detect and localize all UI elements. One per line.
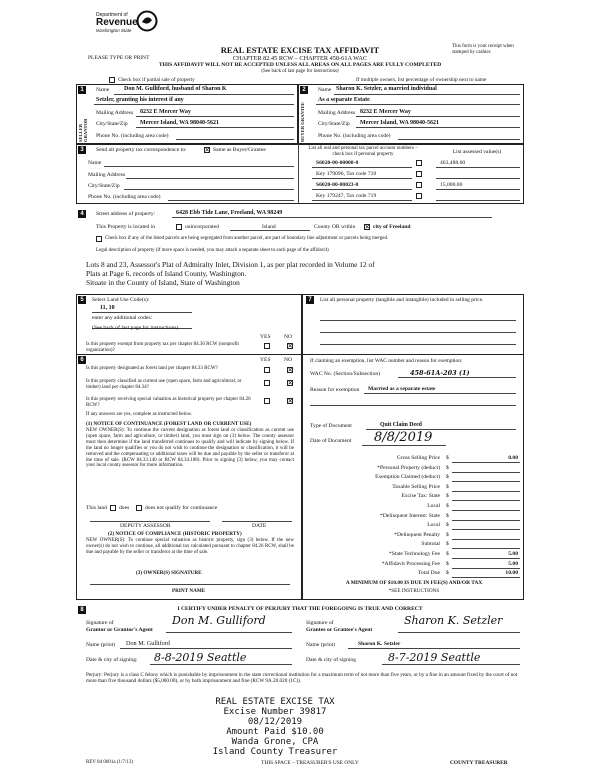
form-title: REAL ESTATE EXCISE TAX AFFIDAVIT xyxy=(220,45,380,55)
form-subtitle: CHAPTER 82.45 RCW – CHAPTER 458-61A WAC xyxy=(232,55,368,62)
buyer-mailing-label: Mailing Address xyxy=(318,110,356,116)
see-back-note: (See back of last page for instructions) xyxy=(261,69,339,74)
parcel-row-1-checkbox[interactable] xyxy=(416,171,422,177)
deputy-date-label: DATE xyxy=(252,523,267,529)
calc-currency: $ xyxy=(446,570,449,577)
legal-line-3: Situate in the County of Island, State of Washington xyxy=(86,278,240,287)
current-use-no-checkbox[interactable] xyxy=(287,380,293,386)
exempt-no-checkbox[interactable] xyxy=(287,343,293,349)
calc-label: Local xyxy=(427,522,440,529)
calc-currency: $ xyxy=(446,464,449,471)
assessed-header: List assessed value(s) xyxy=(452,149,502,155)
buyer-phone-label: Phone No. (including area code) xyxy=(318,133,391,139)
land-does-label: does xyxy=(119,505,130,511)
section-8-number: 8 xyxy=(78,606,86,614)
reason-label: Reason for exemption xyxy=(310,387,360,393)
notice-2-text: NEW OWNER(S): To continue special valuation as historic property, sign (3) below. If the new owner(s) do not wish to continue, all additional tax calculated pursuant to chapter 84.26 RCW, shall be due and payable by the seller or transferor at the time of sale. xyxy=(86,538,294,555)
calc-currency: $ xyxy=(446,483,449,490)
calc-currency: $ xyxy=(446,531,449,538)
calc-currency: $ xyxy=(446,474,449,481)
buyer-city: Mercer Island, WA 98040-5621 xyxy=(360,120,439,126)
wac-value: 458-61A-203 (1) xyxy=(410,369,470,377)
grantee-signature: Sharon K. Setzler xyxy=(404,614,503,627)
section-7-number: 7 xyxy=(306,296,314,304)
section-5-number: 5 xyxy=(78,296,86,304)
legal-line-2: Plats at Page 6, records of Island County, Washington. xyxy=(86,269,247,278)
calc-label: Excise Tax: State xyxy=(401,493,440,500)
this-land-label: This land xyxy=(86,505,107,511)
seller-side-label: SELLER GRANTOR xyxy=(78,118,88,142)
county-value: Island xyxy=(262,224,276,230)
calc-label: Total Due xyxy=(417,570,440,577)
seller-city-label: City/State/Zip xyxy=(96,121,128,127)
corr-phone-label: Phone No. (including area code) xyxy=(88,194,161,200)
exemption-intro: If claiming an exemption, list WAC number and reason for exemption: xyxy=(310,358,463,364)
yes-header-6: YES xyxy=(260,357,271,363)
located-in-label: This Property is located in xyxy=(96,224,156,230)
personal-property-label: List all personal property (tangible and intangible) included in selling price. xyxy=(320,297,484,303)
legal-line-1: Lots 8 and 23, Assessor's Plat of Admiralty Inlet, Division 1, as per plat recorded in Volume 12 of xyxy=(86,260,375,269)
stamp-line-1: REAL ESTATE EXCISE TAX xyxy=(215,697,335,707)
parcel-row-2: S6020-00-00023-0 xyxy=(316,182,359,188)
historic-no-checkbox[interactable] xyxy=(287,398,293,404)
parcel-row-1: Key 179096, Tax code 710 xyxy=(316,171,377,177)
county-treasurer-label: COUNTY TREASURER xyxy=(450,760,508,766)
form-warning: THIS AFFIDAVIT WILL NOT BE ACCEPTED UNLESS ALL AREAS ON ALL PAGES ARE FULLY COMPLETED xyxy=(158,62,442,68)
minimum-due-note: A MINIMUM OF $10.00 IS DUE IN FEE(S) AND/OR TAX xyxy=(345,580,483,586)
partial-sale-checkbox[interactable] xyxy=(109,77,115,83)
stamp-line-2: Excise Number 39817 xyxy=(223,707,327,717)
seller-mailing: 8232 E Mercer Way xyxy=(140,109,191,115)
calc-value: 10.00 xyxy=(505,570,518,577)
logo-state-text: Washington State xyxy=(96,28,132,33)
calc-value: 5.00 xyxy=(508,560,518,567)
parcel-row-0-checkbox[interactable] xyxy=(416,160,422,166)
parcel-value-0: 463,488.00 xyxy=(440,160,466,166)
section-2-number: 2 xyxy=(300,86,308,94)
stamp-line-3: 08/12/2019 xyxy=(247,717,303,727)
parcel-row-2-checkbox[interactable] xyxy=(416,182,422,188)
partial-sale-label: Check box if partial sale of property xyxy=(118,77,195,83)
grantor-date: 8-8-2019 Seattle xyxy=(154,651,247,664)
corr-mailing-label: Mailing Address xyxy=(88,172,126,178)
stamp-line-6: Island County Treasurer xyxy=(212,747,338,757)
grantee-name: Sharon K. Setzler xyxy=(358,641,401,647)
calc-label: Taxable Selling Price xyxy=(392,483,440,490)
treasurer-stamp xyxy=(180,697,370,757)
seller-city: Mercer Island, WA 98040-5621 xyxy=(140,120,219,126)
segregated-checkbox[interactable] xyxy=(96,236,102,242)
no-header-6: NO xyxy=(284,357,293,363)
city-of-value: city of Freeland xyxy=(373,224,411,230)
doc-type-value: Quit Claim Deed xyxy=(380,422,422,428)
forest-no-checkbox[interactable] xyxy=(287,367,293,373)
parcel-row-3: Key 179247, Tax code 719 xyxy=(316,193,377,199)
calc-currency: $ xyxy=(446,522,449,529)
parcel-value-2: 15,000.00 xyxy=(440,182,463,188)
logo-revenue-text: Revenue xyxy=(96,17,138,28)
current-use-yes-checkbox[interactable] xyxy=(264,380,270,386)
buyer-name: Sharon K. Setzler, a married individual xyxy=(336,86,437,92)
unincorporated-checkbox[interactable] xyxy=(176,224,182,230)
grantee-date-label: Date & city of signing xyxy=(306,657,357,663)
correspondence-label: Send all property tax correspondence to: xyxy=(96,147,187,153)
calc-value: 5.00 xyxy=(508,551,518,557)
calc-label: Subtotal xyxy=(421,541,440,548)
buyer-mailing: 8232 E Mercer Way xyxy=(360,109,411,115)
certify-statement: I CERTIFY UNDER PENALTY OF PERJURY THAT THE FOREGOING IS TRUE AND CORRECT xyxy=(177,606,423,612)
dor-logo xyxy=(96,12,160,42)
calc-currency: $ xyxy=(446,493,449,500)
calc-label: *Personal Property (deduct) xyxy=(377,464,440,471)
exempt-question: Is this property exempt from property tax per chapter 84.36 RCW (nonprofit organization)? xyxy=(86,342,239,353)
notice-1-text: NEW OWNER(S): To continue the current designation as forest land or classification as current use (open space, farm and agriculture, or timber) land, you must sign on (3) below. The county assessor must then determine if the land transferred continues to qualify and will indicate by signing below. If the land no longer qualifies or you do not wish to continue the designation or classification, it will be removed and the compensating or additional taxes will be due and payable by the seller or transferor at the time of sale. (RCW 84.33.140 or RCW 84.34.108). Prior to signing (3) below, you may contact your local county assessor for more information. xyxy=(86,428,294,469)
notice-2-title: (2) NOTICE OF COMPLIANCE (HISTORIC PROPERTY) xyxy=(108,531,242,537)
section-4-number: 4 xyxy=(78,210,86,218)
doc-type-label: Type of Document xyxy=(310,423,352,429)
forest-yes-checkbox[interactable] xyxy=(264,367,270,373)
legal-description-label: Legal description of property (if more space is needed, you may attach a separate sheet to each page of the affidavit) xyxy=(96,248,329,253)
grantee-sig-label-1: Signature of xyxy=(306,620,334,626)
calc-label: Local xyxy=(427,503,440,509)
county-or-label: County OR within xyxy=(314,224,356,230)
within-city-checkbox[interactable] xyxy=(364,224,370,230)
multiple-owners-note: If multiple owners, list percentage of ownership next to name xyxy=(356,77,487,83)
see-instructions-note: *SEE INSTRUCTIONS xyxy=(388,588,440,594)
buyer-name-continued: As a separate Estate xyxy=(318,97,370,103)
logo-department-text: Department of xyxy=(96,12,128,18)
calc-label: Gross Selling Price xyxy=(396,455,440,461)
unincorporated-label: unincorporated xyxy=(185,224,219,230)
buyer-city-label: City/State/Zip xyxy=(318,121,350,127)
deputy-assessor-label: DEPUTY ASSESSOR xyxy=(120,523,171,529)
doc-date-value: 8/8/2019 xyxy=(374,430,433,445)
calc-label: Exemption Claimed (deduct) xyxy=(375,474,440,481)
same-as-buyer-label: Same as Buyer/Grantee xyxy=(213,147,266,153)
no-header-5: NO xyxy=(284,334,293,340)
street-value: 6428 Ebb Tide Lane, Freeland, WA 98249 xyxy=(176,210,283,216)
print-name-label: PRINT NAME xyxy=(172,588,206,594)
owner-signature-label: (3) OWNER(S) SIGNATURE xyxy=(136,570,202,576)
reason-value: Married as a separate estate xyxy=(368,386,436,392)
additional-codes-label: enter any additional codes: xyxy=(92,315,153,321)
stamp-line-4: Amount Paid $10.00 xyxy=(226,727,324,737)
perjury-statement: Perjury: Perjury is a class C felony which is punishable by imprisonment in the state correctional institution for a maximum term of not more than five years, or by a fine in an amount fixed by the court of not more than five thousand dollars ($5,000.00), or by both imprisonment and fine (RCW 9A.20.020 (1C)). xyxy=(86,672,518,684)
grantor-name: Don M. Gulliford xyxy=(126,640,170,647)
receipt-note: This form is your receipt when stamped by cashier. xyxy=(452,44,514,55)
form-number: REV 84 0001a (1/7/13) xyxy=(86,760,133,765)
seller-name: Don M. Gulliford, husband of Sharon K xyxy=(124,86,227,92)
grantee-date: 8-7-2019 Seattle xyxy=(388,651,481,664)
calc-label: *Delinquent Interest: State xyxy=(380,512,440,519)
parcel-row-0: S6020-00-00008-0 xyxy=(316,160,359,166)
section-3-number: 3 xyxy=(78,146,86,154)
please-type-note: PLEASE TYPE OR PRINT xyxy=(88,55,150,61)
section-1-number: 1 xyxy=(78,86,86,94)
grantor-sig-label-2: Grantor or Grantor's Agent xyxy=(86,627,153,633)
buyer-name-label: Name xyxy=(318,87,332,93)
treasurer-use-label: THIS SPACE – TREASURER'S USE ONLY xyxy=(261,760,359,766)
street-label: Street address of property: xyxy=(96,211,156,217)
calc-value: 0.00 xyxy=(508,455,518,461)
seller-name-continued: Setzler, granting his interest if any xyxy=(96,97,184,103)
land-does-not-label: does not qualify for continuance xyxy=(145,505,218,511)
grantor-date-label: Date & city of signing: xyxy=(86,657,138,663)
grantor-name-label: Name (print) xyxy=(86,642,116,648)
corr-name-label: Name xyxy=(88,160,102,166)
current-use-question: Is this property classified as current use (open space, farm and agricultural, or timber) land per chapter 84.34? xyxy=(86,379,242,390)
grantor-sig-label-1: Signature of xyxy=(86,620,114,626)
calc-label: *Affidavit Processing Fee xyxy=(381,560,440,567)
grantee-sig-label-2: Grantee or Grantee's Agent xyxy=(306,627,373,633)
calc-currency: $ xyxy=(446,512,449,519)
corr-city-label: City/State/Zip xyxy=(88,183,120,189)
historic-question: Is this property receiving special valuation as historical property per chapter 84.26 RCW? xyxy=(86,397,251,408)
land-use-code: 11, 10 xyxy=(100,305,115,311)
calc-currency: $ xyxy=(446,560,449,567)
notice-1-title: (1) NOTICE OF CONTINUANCE (FOREST LAND OR CURRENT USE) xyxy=(86,421,252,427)
segregated-label: Check box if any of the listed parcels are being segregated from another parcel, are part of boundary line adjustment or parcels being merged. xyxy=(105,236,389,241)
calc-currency: $ xyxy=(446,503,449,509)
land-use-see-back: (See back of last page for instructions) xyxy=(92,325,179,331)
grantee-name-label: Name (print) xyxy=(306,642,336,648)
section-6-number: 6 xyxy=(78,356,86,364)
forest-question: Is this property designated as forest land per chapter 84.33 RCW? xyxy=(86,366,218,371)
seller-phone-label: Phone No. (including area code) xyxy=(96,133,169,139)
land-does-not-checkbox[interactable] xyxy=(136,505,142,511)
exempt-yes-checkbox[interactable] xyxy=(264,343,270,349)
same-as-buyer-checkbox[interactable] xyxy=(204,147,210,153)
parcel-row-3-checkbox[interactable] xyxy=(416,193,422,199)
grantor-signature: Don M. Gulliford xyxy=(172,614,266,627)
buyer-side-label: BUYER GRANTEE xyxy=(300,102,305,142)
land-does-checkbox[interactable] xyxy=(110,505,116,511)
wac-label: WAC No. (Section/Subsection) xyxy=(310,371,381,377)
if-yes-note: If any answers are yes, complete as instructed below. xyxy=(86,412,193,417)
seller-name-label: Name xyxy=(96,87,110,93)
calc-label: *Delinquent Penalty xyxy=(394,531,440,538)
parcels-header: List all real and personal tax parcel account numbers – check box if personal property xyxy=(308,146,418,157)
calc-label: *State Technology Fee xyxy=(388,551,440,557)
doc-date-label: Date of Document xyxy=(310,438,352,444)
historic-yes-checkbox[interactable] xyxy=(264,398,270,404)
yes-header-5: YES xyxy=(260,334,271,340)
stamp-line-5: Wanda Grone, CPA xyxy=(231,737,319,747)
washington-seal-icon xyxy=(136,10,158,32)
calc-currency: $ xyxy=(446,541,449,548)
land-use-label: Select Land Use Code(s): xyxy=(92,297,150,303)
calc-currency: $ xyxy=(446,455,449,461)
seller-mailing-label: Mailing Address xyxy=(96,110,134,116)
calc-currency: $ xyxy=(446,551,449,557)
